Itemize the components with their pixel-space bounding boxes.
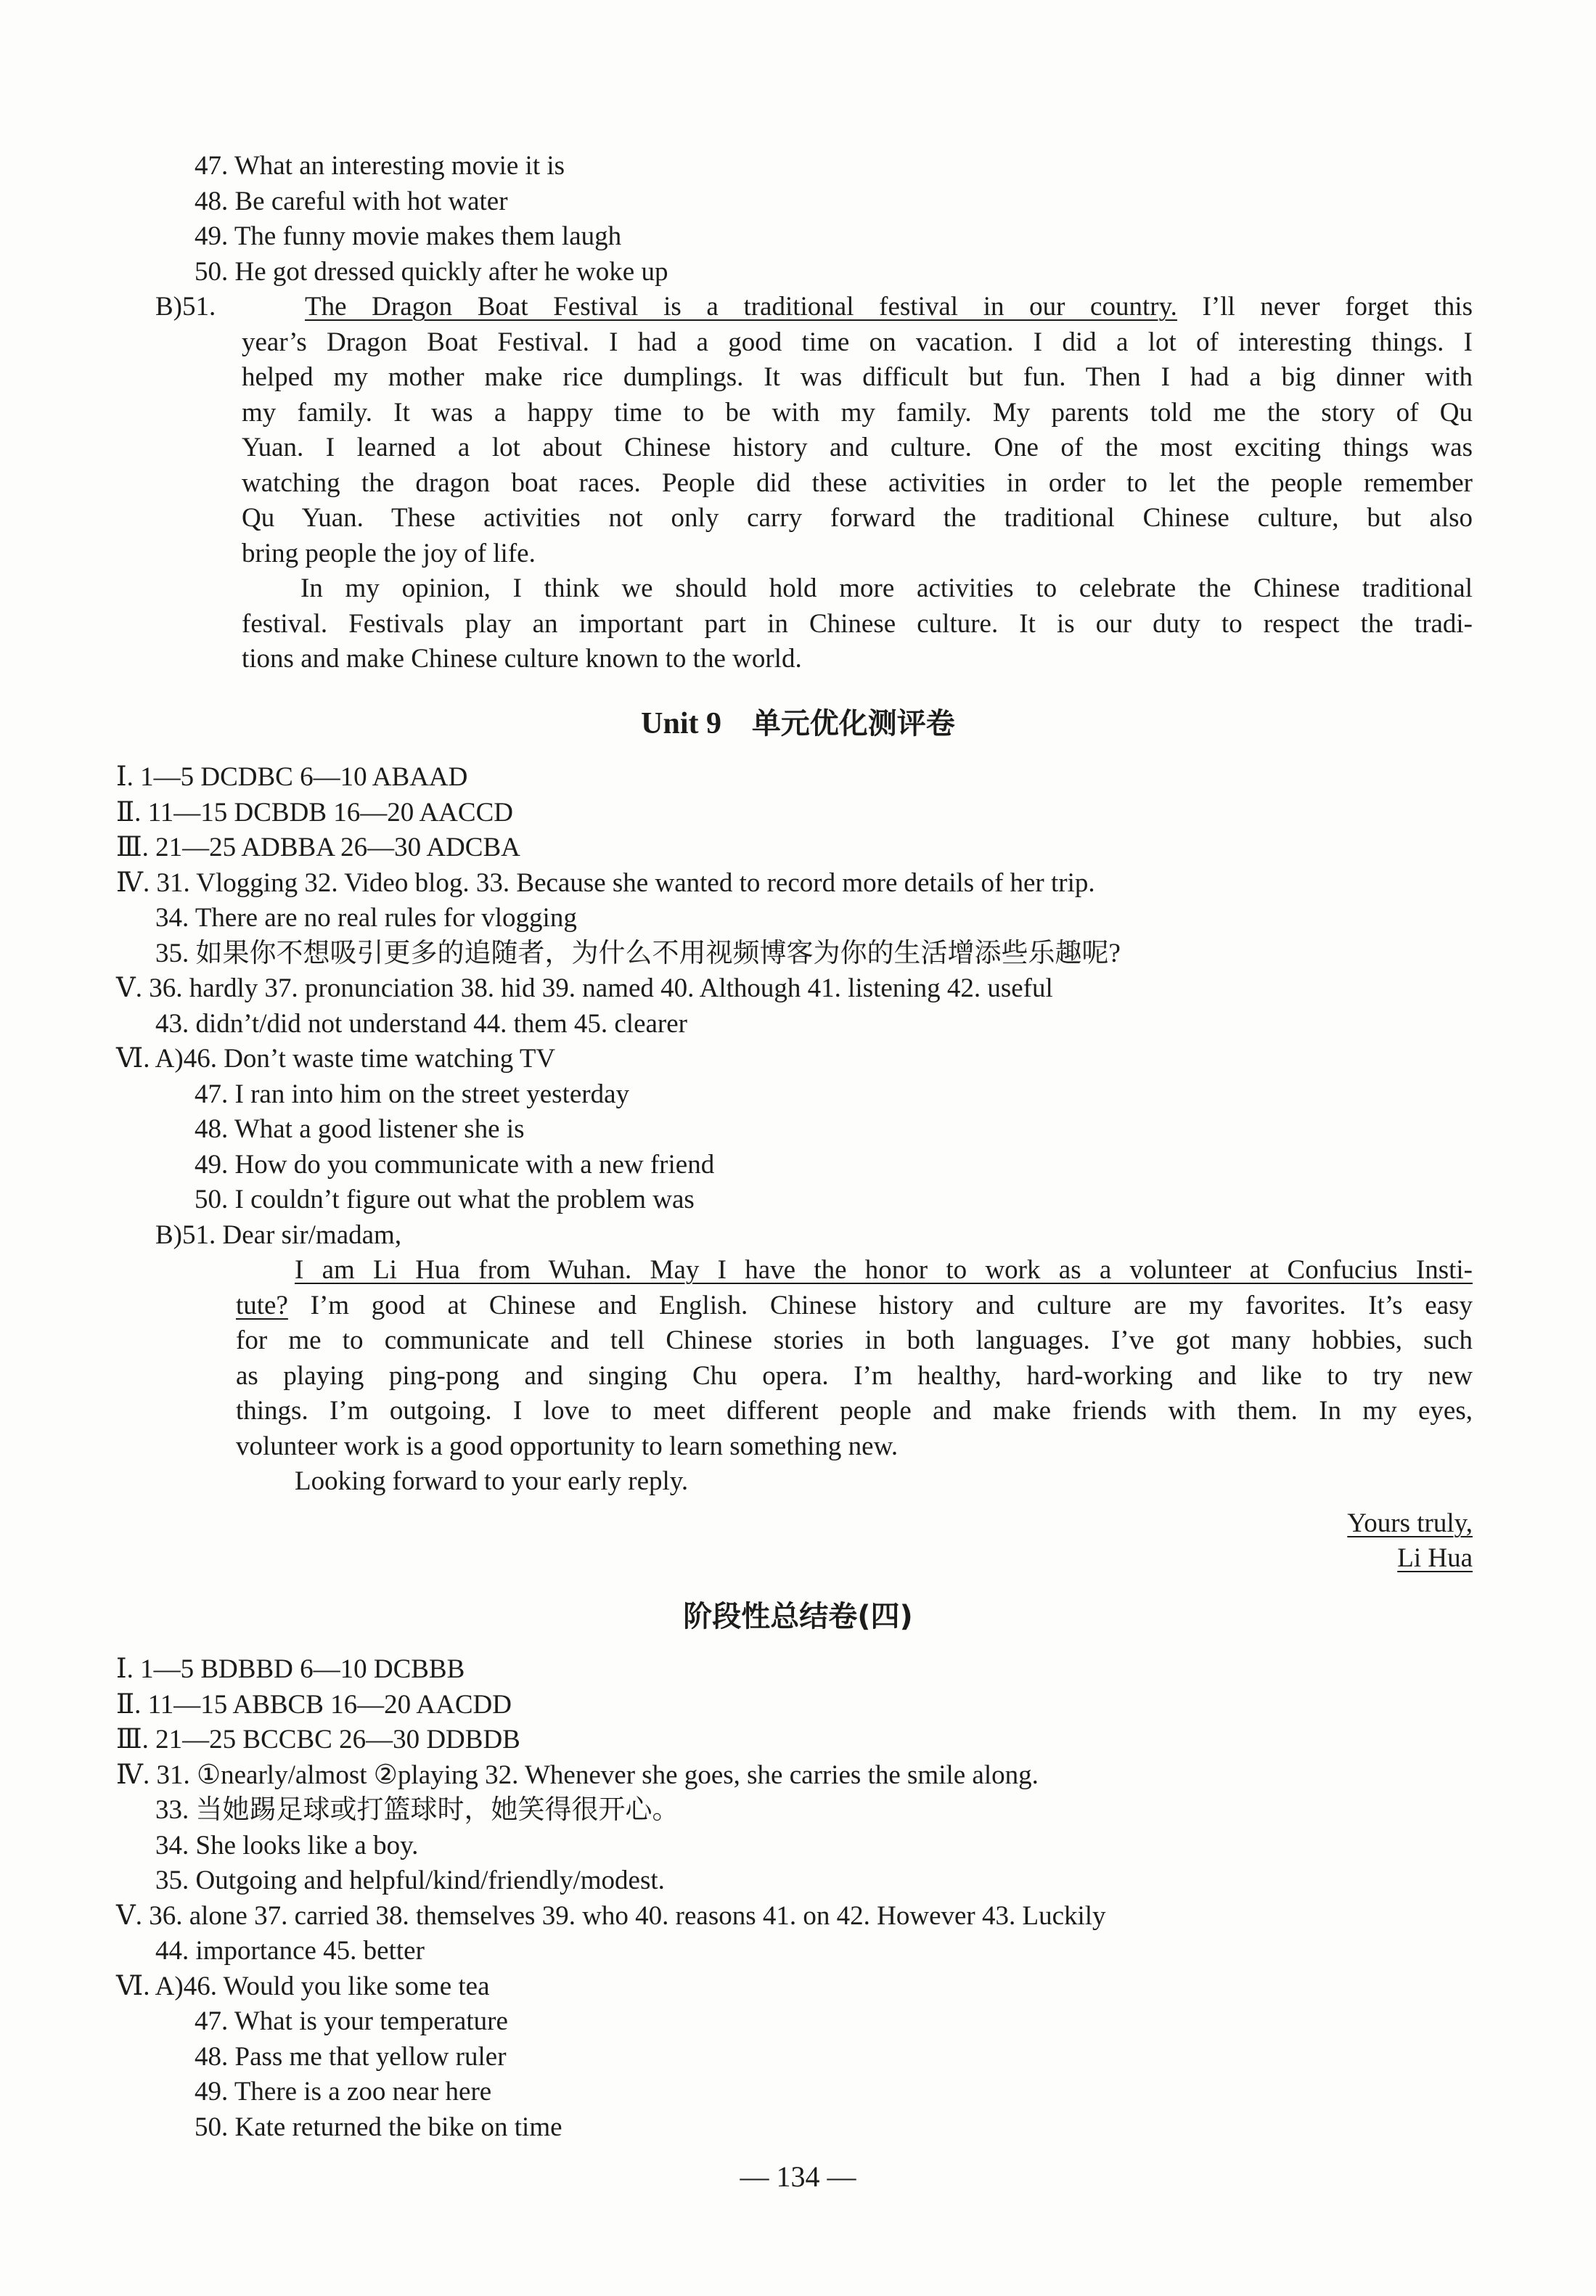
essay-line: festival. Festivals play an important part in Chinese culture. It is our duty to respect the tradi- bbox=[242, 609, 1473, 639]
page-number: — 134 — bbox=[740, 2160, 856, 2193]
essay-first-line bbox=[305, 290, 1473, 324]
answer-line: 43. didn’t/did not understand 44. them 45. clearer bbox=[155, 1009, 687, 1039]
answer-line: 47. What is your temperature bbox=[195, 2006, 508, 2036]
answer-line: Ⅴ. 36. hardly 37. pronunciation 38. hid 39. named 40. Although 41. listening 42. useful bbox=[116, 973, 1053, 1003]
essay-line: Yuan. I learned a lot about Chinese history and culture. One of the most exciting things was bbox=[242, 433, 1473, 462]
letter-line bbox=[295, 1253, 1473, 1288]
letter-line: things. I’m outgoing. I love to meet different people and make friends with them. In my eyes, bbox=[236, 1396, 1473, 1426]
letter-line: volunteer work is a good opportunity to learn something new. bbox=[236, 1431, 899, 1461]
answer-line: 34. There are no real rules for vlogging bbox=[155, 903, 577, 933]
unit-title: 单元优化测评卷 bbox=[751, 707, 955, 740]
essay-line: year’s Dragon Boat Festival. I had a good time on vacation. I did a lot of interesting things. I bbox=[242, 327, 1473, 357]
letter-signoff bbox=[1347, 1506, 1473, 1542]
answer-line: Ⅱ. 11—15 DCBDB 16—20 AACCD bbox=[116, 798, 513, 828]
answer-line: 35. Outgoing and helpful/kind/friendly/modest. bbox=[155, 1866, 665, 1895]
answer-line: 49. How do you communicate with a new friend bbox=[195, 1150, 715, 1180]
letter-line: for me to communicate and tell Chinese stories in both languages. I’ve got many hobbies, such bbox=[236, 1325, 1473, 1355]
signature-name: Li Hua bbox=[1397, 1543, 1473, 1573]
letter-underlined-text: I am Li Hua from Wuhan. May I have the honor to work as a volunteer at Confucius Insti- bbox=[295, 1255, 1473, 1285]
answer-line: Ⅰ. 1—5 BDBBD 6—10 DCBBB bbox=[116, 1654, 465, 1684]
answer-line: 48. Pass me that yellow ruler bbox=[195, 2042, 507, 2072]
essay-line: helped my mother make rice dumplings. It was difficult but fun. Then I had a big dinner with bbox=[242, 362, 1473, 392]
answer-line: 49. There is a zoo near here bbox=[195, 2077, 492, 2107]
answer-line: Ⅱ. 11—15 ABBCB 16—20 AACDD bbox=[116, 1690, 512, 1720]
letter-line: as playing ping-pong and singing Chu opera. I’m healthy, hard-working and like to try new bbox=[236, 1361, 1473, 1391]
answer-line: Ⅵ. A)46. Don’t waste time watching TV bbox=[116, 1044, 556, 1074]
essay-line: bring people the joy of life. bbox=[242, 539, 536, 568]
essay-label: B)51. bbox=[155, 292, 216, 322]
essay-line: watching the dragon boat races. People did these activities in order to let the people remember bbox=[242, 468, 1473, 498]
letter-text: I’m good at Chinese and English. Chinese history and culture are my favorites. It’s easy bbox=[287, 1291, 1473, 1320]
answer-line: 50. He got dressed quickly after he woke up bbox=[195, 257, 668, 287]
essay-line: my family. It was a happy time to be with my family. My parents told me the story of Qu bbox=[242, 398, 1473, 428]
essay-line: tions and make Chinese culture known to the world. bbox=[242, 644, 802, 674]
answer-line: Ⅳ. 31. ①nearly/almost ②playing 32. Whenever she goes, she carries the smile along. bbox=[116, 1760, 1039, 1790]
answer-line: Ⅲ. 21—25 BCCBC 26—30 DDBDB bbox=[116, 1725, 520, 1754]
answer-line: 50. I couldn’t figure out what the problem was bbox=[195, 1185, 695, 1214]
answer-line: Ⅴ. 36. alone 37. carried 38. themselves 39. who 40. reasons 41. on 42. However 43. Luckily bbox=[116, 1901, 1106, 1931]
answer-line: 34. She looks like a boy. bbox=[155, 1831, 419, 1860]
letter-signature bbox=[1397, 1541, 1473, 1577]
answer-line: 33. 当她踢足球或打篮球时，她笑得很开心。 bbox=[155, 1795, 679, 1825]
signoff-line: Yours truly, bbox=[1347, 1508, 1473, 1538]
answer-line: 44. importance 45. better bbox=[155, 1936, 425, 1966]
section-heading-stage4: 阶段性总结卷(四) bbox=[683, 1600, 913, 1633]
answer-line: 50. Kate returned the bike on time bbox=[195, 2112, 562, 2142]
unit-label: Unit 9 bbox=[641, 707, 722, 740]
letter-underlined-text: tute? bbox=[236, 1291, 288, 1320]
answer-line: 49. The funny movie makes them laugh bbox=[195, 221, 622, 251]
answer-line: Ⅵ. A)46. Would you like some tea bbox=[116, 1972, 490, 2001]
answer-line: 47. What an interesting movie it is bbox=[195, 151, 565, 181]
answer-line: Ⅲ. 21—25 ADBBA 26—30 ADCBA bbox=[116, 833, 520, 862]
letter-line bbox=[236, 1288, 1473, 1323]
essay-text: I’ll never forget this bbox=[1176, 292, 1473, 322]
answer-line: 35. 如果你不想吸引更多的追随者，为什么不用视频博客为你的生活增添些乐趣呢? bbox=[155, 939, 1121, 968]
answer-line: B)51. Dear sir/madam, bbox=[155, 1220, 402, 1250]
essay-line: Qu Yuan. These activities not only carry forward the traditional Chinese culture, but also bbox=[242, 503, 1473, 533]
answer-line: Ⅳ. 31. Vlogging 32. Video blog. 33. Because she wanted to record more details of her trip. bbox=[116, 868, 1095, 898]
answer-line: Ⅰ. 1—5 DCDBC 6—10 ABAAD bbox=[116, 762, 468, 792]
answer-line: 47. I ran into him on the street yesterday bbox=[195, 1079, 630, 1109]
answer-line: 48. What a good listener she is bbox=[195, 1114, 525, 1144]
letter-closing: Looking forward to your early reply. bbox=[295, 1466, 689, 1496]
section-heading-unit9 bbox=[0, 706, 1596, 742]
answer-line: 48. Be careful with hot water bbox=[195, 187, 508, 216]
essay-line: In my opinion, I think we should hold more activities to celebrate the Chinese traditional bbox=[300, 573, 1473, 603]
essay-topic-sentence: The Dragon Boat Festival is a traditional festival in our country. bbox=[305, 292, 1177, 322]
